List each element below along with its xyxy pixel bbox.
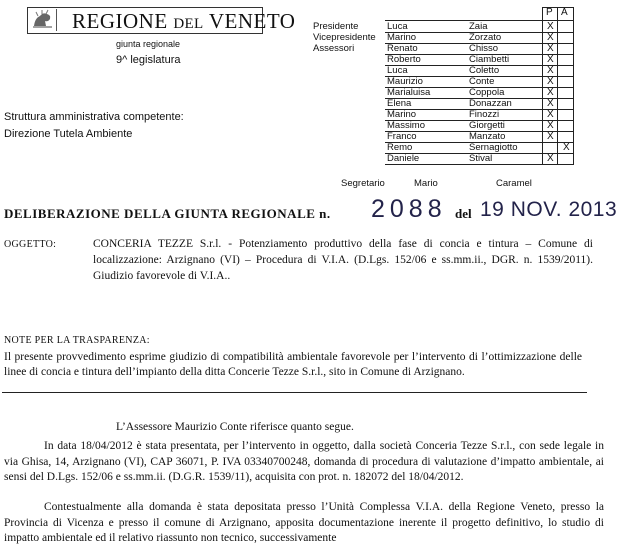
attendance-mark: X [547,32,554,43]
header-present: P [546,7,553,18]
logo-word-regione: REGIONE [72,9,168,33]
member-first-name: Luca [387,21,408,32]
member-last-name: Stival [469,153,493,164]
deliberazione-date-stamp: 19 NOV. 2013 [480,198,618,221]
role-assessori: Assessori [313,43,355,54]
member-last-name: Donazzan [469,98,512,109]
header-absent: A [561,7,568,18]
deliberazione-title: DELIBERAZIONE DELLA GIUNTA REGIONALE n. [4,206,331,221]
member-first-name: Elena [387,98,412,109]
member-first-name: Remo [387,142,413,153]
segretario-last-name: Caramel [496,178,532,189]
oggetto-label: OGGETTO: [4,239,57,250]
member-first-name: Marino [387,109,417,120]
member-first-name: Marialuisa [387,87,431,98]
attendance-mark: X [547,65,554,76]
member-first-name: Franco [387,131,417,142]
logo-word-veneto: VENETO [208,9,296,33]
member-last-name: Zaia [469,21,488,32]
grid-line [557,7,558,164]
member-last-name: Coletto [469,65,500,76]
grid-line [385,164,574,165]
member-last-name: Zorzato [469,32,502,43]
attendance-mark: X [547,87,554,98]
paragraph-assessore: L’Assessore Maurizio Conte riferisce quanto segue. [116,421,354,433]
member-last-name: Conte [469,76,495,87]
attendance-mark: X [547,21,554,32]
member-first-name: Luca [387,65,408,76]
giunta-regionale-label: giunta regionale [116,39,181,49]
logo-text [72,9,295,34]
attendance-mark-absent: X [563,142,570,153]
grid-line [542,7,543,164]
attendance-mark: X [547,43,554,54]
role-vicepresidente: Vicepresidente [313,32,376,43]
member-last-name: Coppola [469,87,505,98]
member-first-name: Roberto [387,54,421,65]
member-last-name: Finozzi [469,109,500,120]
del-label: del [455,206,472,221]
paragraph-contestualmente: Contestualmente alla domanda è stata depositata presso l’Unità Complessa V.I.A. della Regione Veneto, presso la Provincia di Vicenza e presso il comune di Arzignano, apposita documentazione inerente il progetto definitivo, lo studio di impatto ambientale ed il relativo riassunto non tecnico, successivamente [4,501,604,544]
deliberazione-number-stamp: 2088 [371,195,447,223]
attendance-mark: X [547,76,554,87]
member-last-name: Ciambetti [469,54,510,65]
logo-word-del: DEL [173,16,204,32]
segretario-role: Segretario [341,178,385,189]
member-first-name: Massimo [387,120,426,131]
oggetto-text: CONCERIA TEZZE S.r.l. - Potenziamento produttivo della fase di concia e tintura – Comune di localizzazione: Arzignano (VI) – Procedura di V.I.A. (D.Lgs. 152/06 e ss.mm.ii., DGR. n. 1539/2011). Giudizio favorevole di V.I.A.. [93,238,593,282]
legislatura-label: 9^ legislatura [116,54,181,66]
lion-emblem-icon [30,9,57,31]
member-last-name: Manzato [469,131,506,142]
attendance-mark: X [547,54,554,65]
attendance-mark: X [547,153,554,164]
attendance-mark: X [547,131,554,142]
member-first-name: Maurizio [387,76,423,87]
member-first-name: Renato [387,43,418,54]
direzione-label: Direzione Tutela Ambiente [4,128,133,140]
member-last-name: Sernagiotto [469,142,518,153]
member-first-name: Daniele [387,153,420,164]
member-first-name: Marino [387,32,417,43]
regione-veneto-logo [27,7,296,34]
attendance-mark: X [547,98,554,109]
struttura-label: Struttura amministrativa competente: [4,111,184,123]
attendance-mark: X [547,109,554,120]
note-label: NOTE PER LA TRASPARENZA: [4,335,150,346]
paragraph-domanda: In data 18/04/2012 è stata presentata, per l’intervento in oggetto, dalla società Conceria Tezze S.r.l., con sede legale in via Ghisa, 14, Arzignano (VI), CAP 36071, P. IVA 03340700248, domanda di procedura di valutazione d’impatto ambientale, ai sensi del D.Lgs. 152/06 e ss.mm.ii. (D.G.R. 1539/11), acquisita con prot. n. 182072 del 18/04/2012. [4,440,604,483]
note-text: Il presente provvedimento esprime giudizio di compatibilità ambientale favorevole per l’intervento di l’ottimizzazione delle linee di concia e tintura dell’impianto della ditta Concerie Tezze S.r.l., sito in Comune di Arzignano. [4,351,582,378]
grid-line [573,7,574,164]
member-last-name: Giorgetti [469,120,505,131]
segretario-first-name: Mario [414,178,438,189]
member-last-name: Chisso [469,43,499,54]
role-presidente: Presidente [313,21,359,32]
attendance-mark: X [547,120,554,131]
note-divider [2,392,587,393]
